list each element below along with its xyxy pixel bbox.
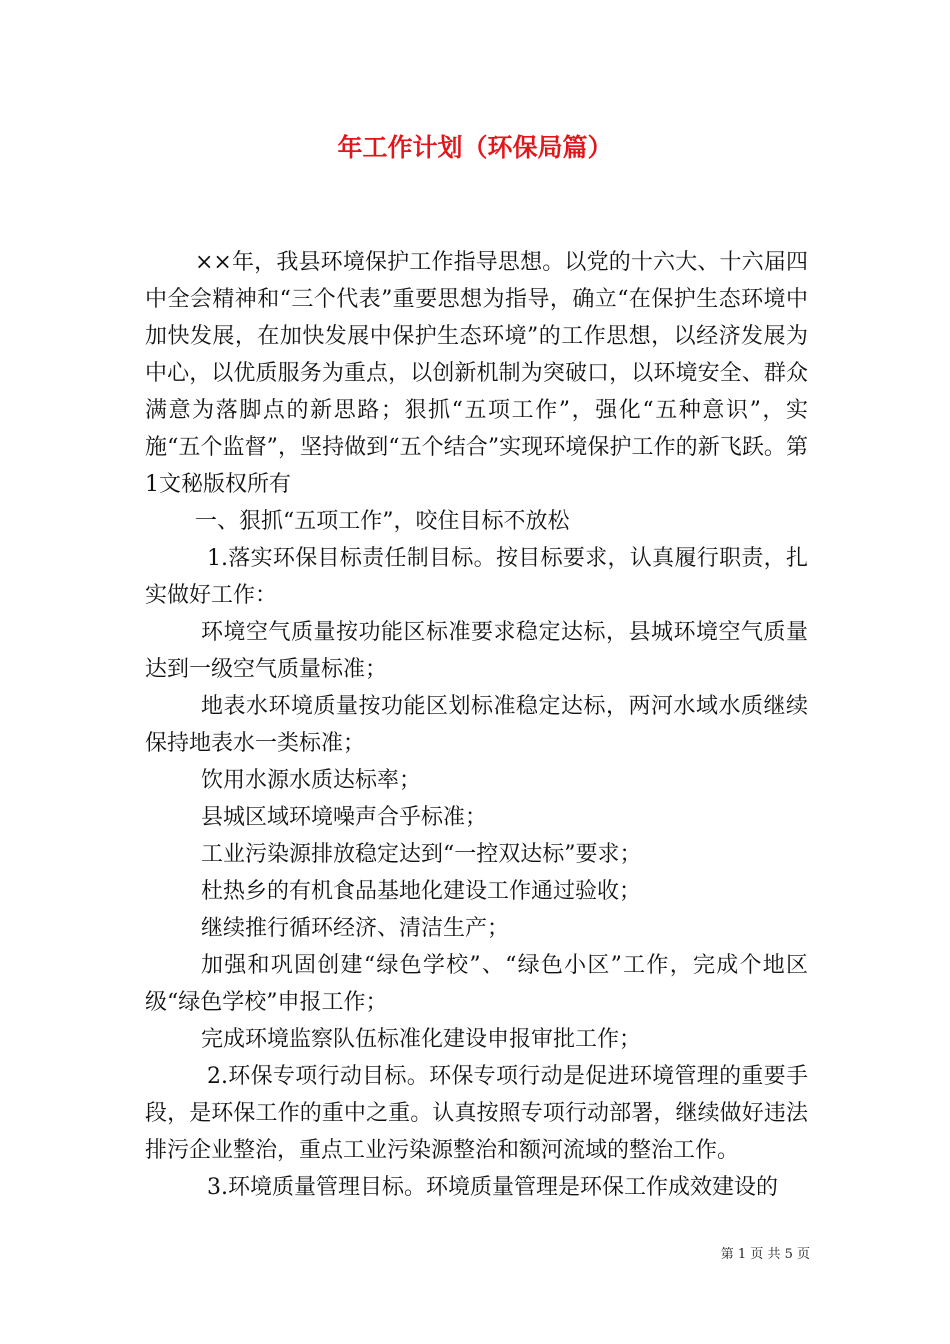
paragraph-organic-food: 杜热乡的有机食品基地化建设工作通过验收； bbox=[201, 879, 642, 904]
paragraph-circular-economy: 继续推行循环经济、清洁生产； bbox=[201, 916, 510, 941]
paragraph-industrial-pollution: 工业污染源排放稳定达到“一控双达标”要求； bbox=[201, 842, 642, 867]
paragraph-monitoring-team: 完成环境监察队伍标准化建设申报审批工作； bbox=[201, 1027, 642, 1052]
document-body bbox=[145, 244, 808, 1206]
document-title: 年工作计划（环保局篇） bbox=[337, 133, 613, 162]
paragraph-item-1: 1.落实环保目标责任制目标。按目标要求，认真履行职责，扎实做好工作： bbox=[145, 546, 808, 608]
paragraph-green-school: 加强和巩固创建“绿色学校”、“绿色小区”工作，完成个地区级“绿色学校”申报工作； bbox=[145, 953, 808, 1015]
page-number: 第 1 页 共 5 页 bbox=[720, 1247, 810, 1262]
paragraph-noise: 县城区域环境噪声合乎标准； bbox=[201, 805, 488, 830]
paragraph-item-2: 2.环保专项行动目标。环保专项行动是促进环境管理的重要手段，是环保工作的重中之重。认真按照专项行动部署，继续做好违法排污企业整治，重点工业污染源整治和额河流域的整治工作。 bbox=[145, 1064, 808, 1163]
section-heading-1: 一、狠抓“五项工作”，咬住目标不放松 bbox=[195, 509, 570, 534]
paragraph-drinking-water: 饮用水源水质达标率； bbox=[201, 768, 422, 793]
paragraph-intro: ××年，我县环境保护工作指导思想。以党的十六大、十六届四中全会精神和“三个代表”重要思想为指导，确立“在保护生态环境中加快发展，在加快发展中保护生态环境”的工作思想，以经济发展为中心，以优质服务为重点，以创新机制为突破口，以环境安全、群众满意为落脚点的新思路；狠抓“五项工作”，强化“五种意识”，实施“五个监督”，坚持做到“五个结合”实现环境保护工作的新飞跃。第1文秘版权所有 bbox=[145, 250, 808, 497]
paragraph-air-quality: 环境空气质量按功能区标准要求稳定达标，县城环境空气质量达到一级空气质量标准； bbox=[145, 620, 808, 682]
paragraph-surface-water: 地表水环境质量按功能区划标准稳定达标，两河水域水质继续保持地表水一类标准； bbox=[145, 694, 808, 756]
paragraph-item-3: 3.环境质量管理目标。环境质量管理是环保工作成效建设的 bbox=[207, 1175, 778, 1200]
